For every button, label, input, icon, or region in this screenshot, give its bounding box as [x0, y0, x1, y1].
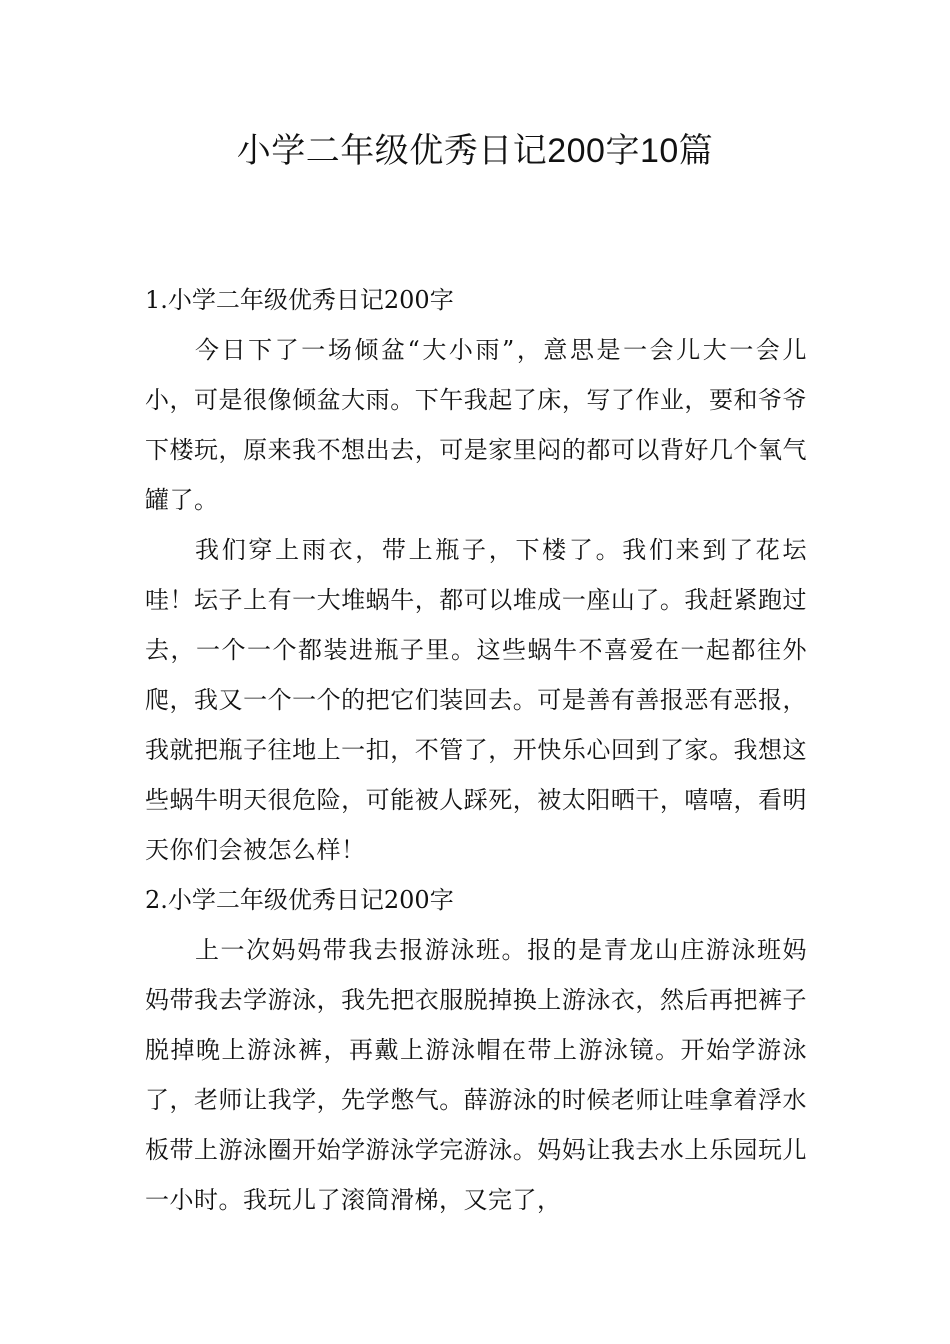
section-heading: 1.小学二年级优秀日记200字 — [145, 286, 454, 314]
section-heading: 2.小学二年级优秀日记200字 — [145, 886, 454, 914]
section-paragraph: 今日下了一场倾盆“大小雨”，意思是一会儿大一会儿小，可是很像倾盆大雨。下午我起了床，写了作业，要和爷爷下楼玩，原来我不想出去，可是家里闷的都可以背好几个氧气罐了。 — [145, 336, 807, 514]
document-body — [145, 275, 807, 1225]
diary-section-2 — [145, 875, 807, 1225]
section-paragraph: 我们穿上雨衣，带上瓶子，下楼了。我们来到了花坛哇！坛子上有一大堆蜗牛，都可以堆成一座山了。我赶紧跑过去，一个一个都装进瓶子里。这些蜗牛不喜爱在一起都往外爬，我又一个一个的把它们装回去。可是善有善报恶有恶报，我就把瓶子往地上一扣，不管了，开快乐心回到了家。我想这些蜗牛明天很危险，可能被人踩死，被太阳晒干，嘻嘻，看明天你们会被怎么样！ — [145, 536, 807, 864]
section-paragraph: 上一次妈妈带我去报游泳班。报的是青龙山庄游泳班妈妈带我去学游泳，我先把衣服脱掉换上游泳衣，然后再把裤子脱掉晚上游泳裤，再戴上游泳帽在带上游泳镜。开始学游泳了，老师让我学，先学憋气。薛游泳的时候老师让哇拿着浮水板带上游泳圈开始学游泳学完游泳。妈妈让我去水上乐园玩儿一小时。我玩儿了滚筒滑梯，又完了， — [145, 936, 807, 1214]
diary-section-1 — [145, 275, 807, 875]
document-title: 小学二年级优秀日记200字10篇 — [236, 132, 714, 170]
